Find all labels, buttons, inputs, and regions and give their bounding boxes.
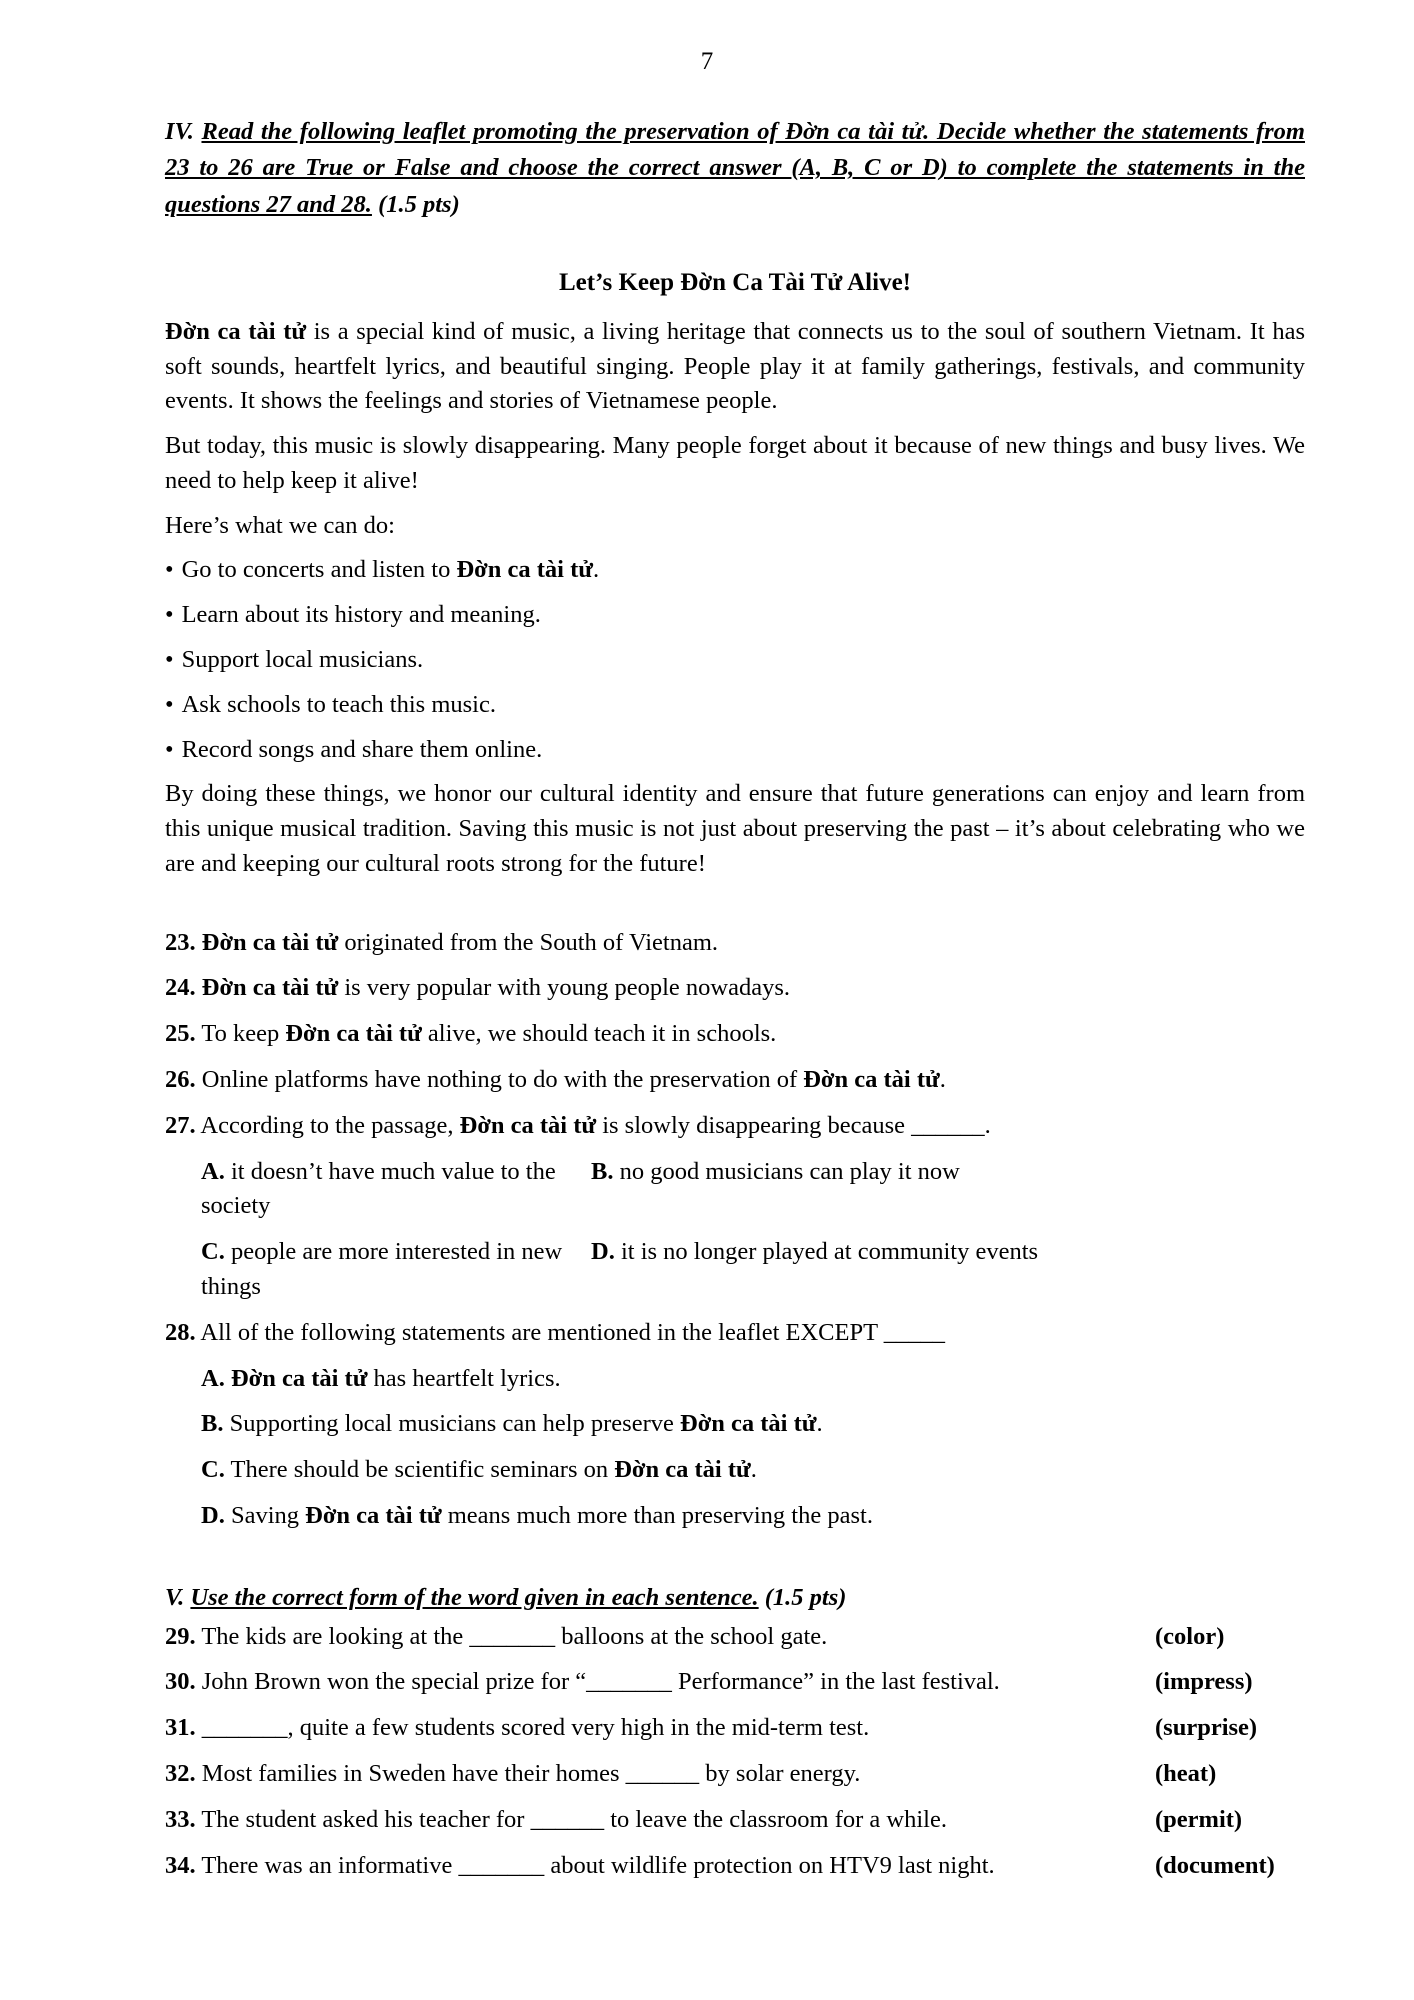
list-item [165, 643, 1305, 678]
option-d-letter: D. [591, 1238, 615, 1266]
option-a-letter: A. [201, 1364, 225, 1392]
question-24-post: is very popular with young people nowadays. [338, 974, 791, 1002]
item-30-word: (impress) [1155, 1668, 1253, 1696]
option-d-letter: D. [201, 1501, 225, 1529]
question-28 [165, 1316, 1305, 1351]
question-28-option-b[interactable] [165, 1407, 1305, 1442]
question-25-bold: Đờn ca tài tử [285, 1020, 422, 1048]
question-27-option-a[interactable] [201, 1155, 591, 1225]
question-25-post: alive, we should teach it in schools. [421, 1020, 777, 1048]
option-a-letter: A. [201, 1157, 225, 1185]
item-30-text: John Brown won the special prize for “_______ Performance” in the last festival. [201, 1668, 1000, 1696]
item-34-sentence [165, 1849, 1155, 1884]
section-v-instruction [165, 1584, 1305, 1612]
option-c-text: people are more interested in new things [201, 1238, 563, 1300]
option-c-letter: C. [201, 1456, 225, 1484]
section-iv-instruction-text: Read the following leaflet promoting the preservation of Đờn ca tài tử. Decide whether the statements from 23 to 26 are True or False and choose the correct answer (A, B, C or D) to complete the statements in the questions 27 and 28. [165, 118, 1305, 218]
page-content [165, 114, 1305, 1883]
question-28-number: 28. [165, 1318, 196, 1346]
item-32-text: Most families in Sweden have their homes ______ by solar energy. [201, 1759, 861, 1787]
list-item [165, 598, 1305, 633]
section-v-block [165, 1584, 1305, 1884]
bullet-3-pre: Support local musicians. [181, 646, 424, 673]
paragraph-1-lead: Đờn ca tài tử [165, 317, 307, 345]
list-item [165, 553, 1305, 588]
page-number: 7 [700, 48, 714, 75]
question-23 [165, 926, 1305, 961]
leaflet-closing-paragraph: By doing these things, we honor our cultural identity and ensure that future generations can enjoy and learn from this unique musical tradition. Saving this music is not just about preserving the past – it’s about celebrating who we are and keeping our cultural roots strong for the future! [165, 780, 1305, 877]
bullet-5-pre: Record songs and share them online. [181, 735, 543, 763]
option-a-bold: Đờn ca tài tử [230, 1364, 368, 1392]
paragraph-2-text: But today, this music is slowly disappearing. Many people forget about it because of new things and busy lives. We need to help keep it alive! [165, 432, 1305, 494]
section-iv-numeral: IV. [165, 118, 194, 145]
paragraph-1-text: is a special kind of music, a living heritage that connects us to the soul of southern Vietnam. It has soft sounds, heartfelt lyrics, and beautiful singing. People play it at family gatherings, festivals, and community events. It shows the feelings and stories of Vietnamese people. [165, 317, 1305, 415]
item-34-number: 34. [165, 1851, 196, 1879]
item-30-number: 30. [165, 1668, 196, 1696]
item-31-number: 31. [165, 1714, 196, 1742]
option-d-text: it is no longer played at community events [614, 1238, 1039, 1266]
question-24-bold: Đờn ca tài tử [201, 974, 339, 1002]
item-33-number: 33. [165, 1805, 196, 1833]
question-25-number: 25. [165, 1020, 196, 1048]
option-a-post: has heartfelt lyrics. [367, 1364, 561, 1392]
item-34-word: (document) [1155, 1851, 1275, 1879]
question-24 [165, 971, 1305, 1006]
question-27-options-row-2 [165, 1235, 1305, 1305]
item-32-sentence [165, 1757, 1155, 1792]
question-23-number: 23. [165, 928, 196, 956]
option-c-post: . [750, 1456, 757, 1484]
word-form-item-30 [165, 1665, 1305, 1700]
option-b-letter: B. [201, 1410, 224, 1438]
item-29-word: (color) [1155, 1622, 1225, 1650]
word-form-item-32 [165, 1757, 1305, 1792]
option-b-post: . [816, 1410, 823, 1438]
bullet-1-bold: Đờn ca tài tử [456, 556, 593, 584]
option-c-pre: There should be scientific seminars on [224, 1456, 615, 1484]
option-c-bold: Đờn ca tài tử [614, 1456, 751, 1484]
option-a-text: it doesn’t have much value to the society [201, 1157, 556, 1220]
option-b-text: no good musicians can play it now [613, 1157, 960, 1185]
option-d-post: means much more than preserving the past. [441, 1501, 873, 1529]
item-30-sentence [165, 1665, 1155, 1700]
question-27-bold: Đờn ca tài tử [459, 1111, 597, 1139]
item-34-text: There was an informative _______ about wildlife protection on HTV9 last night. [201, 1851, 995, 1879]
section-v-points: (1.5 pts) [764, 1583, 847, 1611]
option-c-letter: C. [201, 1238, 225, 1266]
question-26-post: . [939, 1066, 946, 1094]
item-33-word: (permit) [1155, 1805, 1243, 1833]
question-25-pre: To keep [201, 1020, 286, 1048]
option-b-pre: Supporting local musicians can help preserve [223, 1410, 680, 1438]
leaflet-bullet-list [165, 553, 1305, 767]
leaflet-paragraph-1 [165, 315, 1305, 419]
bullet-2-pre: Learn about its history and meaning. [181, 601, 541, 629]
item-33-sentence [165, 1803, 1155, 1838]
question-28-option-d[interactable] [165, 1499, 1305, 1534]
item-31-word: (surprise) [1155, 1714, 1258, 1742]
option-b-bold: Đờn ca tài tử [680, 1410, 817, 1438]
question-27-number: 27. [165, 1111, 196, 1139]
leaflet-paragraph-2 [165, 429, 1305, 499]
bullet-1-post: . [592, 556, 600, 584]
list-item [165, 688, 1305, 723]
question-24-number: 24. [165, 974, 196, 1002]
word-form-item-31 [165, 1711, 1305, 1746]
item-29-sentence [165, 1620, 1155, 1655]
bullet-1-pre: Go to concerts and listen to [181, 556, 457, 584]
item-32-number: 32. [165, 1759, 196, 1787]
paragraph-3-text: Here’s what we can do: [165, 511, 395, 539]
option-d-pre: Saving [224, 1501, 306, 1529]
question-26-number: 26. [165, 1066, 196, 1094]
question-26-pre: Online platforms have nothing to do with the preservation of [201, 1066, 804, 1094]
item-31-sentence [165, 1711, 1155, 1746]
question-27-post: is slowly disappearing because ______. [596, 1111, 991, 1139]
item-31-text: _______, quite a few students scored very high in the mid-term test. [201, 1714, 870, 1742]
word-form-item-29 [165, 1620, 1305, 1655]
word-form-item-34 [165, 1849, 1305, 1884]
question-26 [165, 1063, 1305, 1098]
question-27-pre: According to the passage, [200, 1111, 460, 1139]
question-27-option-d[interactable] [591, 1235, 1038, 1305]
list-item [165, 733, 1305, 768]
option-d-bold: Đờn ca tài tử [305, 1501, 442, 1529]
bullet-4-pre: Ask schools to teach this music. [181, 690, 496, 718]
item-29-text: The kids are looking at the _______ balloons at the school gate. [201, 1622, 828, 1650]
question-25 [165, 1017, 1305, 1052]
leaflet-title: Let’s Keep Đờn Ca Tài Tử Alive! [558, 268, 911, 296]
question-23-post: originated from the South of Vietnam. [338, 928, 719, 956]
leaflet-paragraph-3 [165, 509, 1305, 544]
question-23-bold: Đờn ca tài tử [201, 928, 339, 956]
question-26-bold: Đờn ca tài tử [803, 1066, 940, 1094]
item-32-word: (heat) [1155, 1759, 1217, 1787]
section-v-instruction-text: Use the correct form of the word given in each sentence. [190, 1583, 759, 1611]
question-28-stem: All of the following statements are mentioned in the leaflet EXCEPT _____ [200, 1318, 946, 1346]
item-33-text: The student asked his teacher for ______ to leave the classroom for a while. [201, 1805, 947, 1833]
question-27-options-row-1 [165, 1155, 1305, 1225]
word-form-item-33 [165, 1803, 1305, 1838]
question-27-option-c[interactable] [201, 1235, 591, 1305]
question-28-option-c[interactable] [165, 1453, 1305, 1488]
section-iv-points: (1.5 pts) [378, 190, 460, 218]
option-b-letter: B. [591, 1157, 614, 1185]
question-27 [165, 1109, 1305, 1144]
question-28-option-a[interactable] [165, 1362, 1305, 1397]
section-v-numeral: V. [165, 1583, 185, 1611]
question-27-option-b[interactable] [591, 1155, 960, 1225]
questions-block [165, 926, 1305, 1534]
item-29-number: 29. [165, 1622, 196, 1650]
section-iv-instruction [165, 114, 1305, 223]
